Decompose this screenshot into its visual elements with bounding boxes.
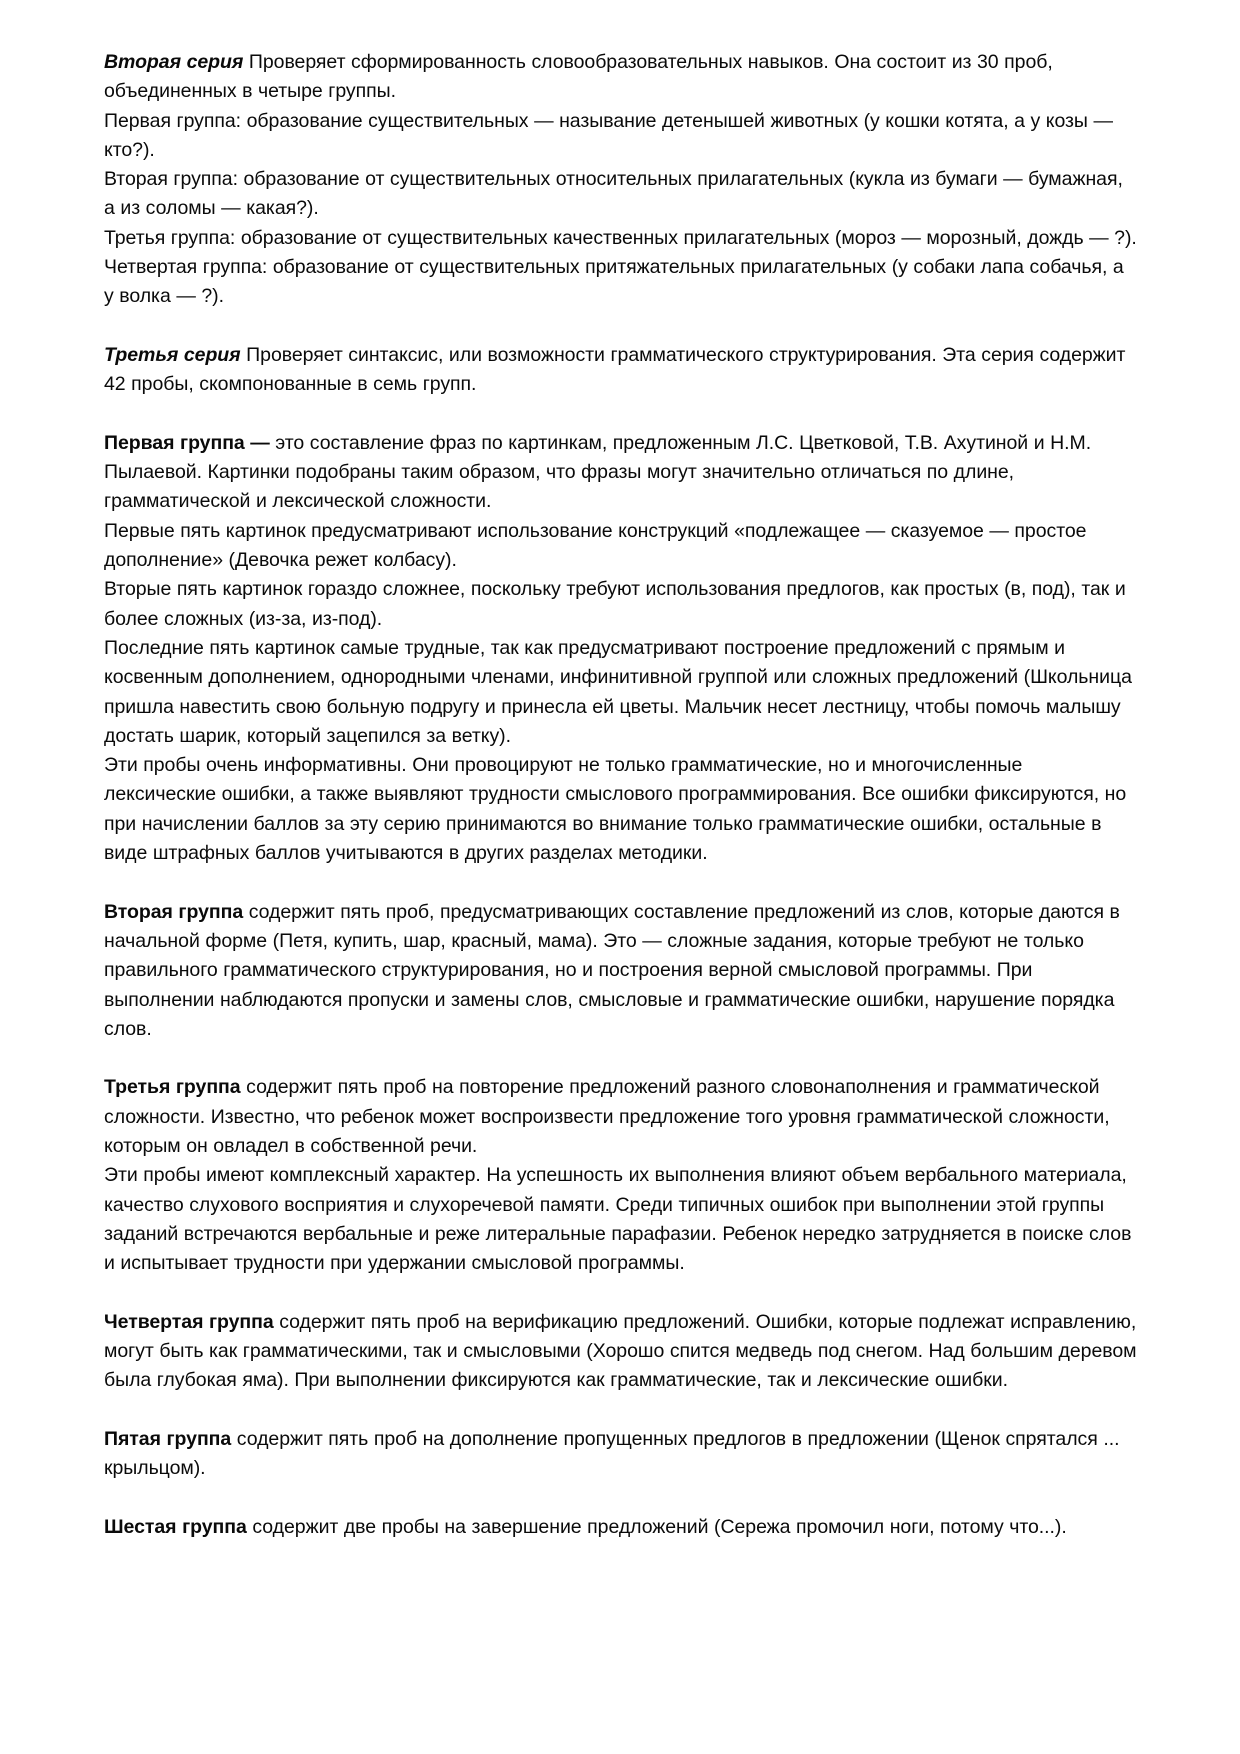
paragraph-body-vtoraya-gruppa-slovo: Вторая группа: образование от существительных относительных прилагательных (кукла из бумаги — бумажная, а из соломы — какая?).: [104, 168, 1123, 220]
paragraph-eti-proby-informativny: [104, 751, 1138, 868]
paragraph-body-poslednie-pyat: Последние пять картинок самые трудные, так как предусматривают построение предложений с прямым и косвенным дополнением, однородными членами, инфинитивной группой или сложных предложений (Школьница пришла навестить свою больную подругу и принесла ей цветы. Мальчик несет лестницу, чтобы помочь малышу достать шарик, который зацепился за ветку).: [104, 636, 1132, 747]
paragraph-vtoraya-gruppa-slovo: [104, 165, 1138, 224]
paragraph-tretya-gruppa: [104, 1073, 1138, 1161]
paragraph-lead-pervaya-gruppa: Первая группа —: [104, 431, 270, 454]
paragraph-body-vtoraya-seriya: Проверяет сформированность словообразовательных навыков. Она состоит из 30 проб, объединенных в четыре группы.: [104, 51, 1053, 103]
paragraph-body-tretya-gruppa-slovo: Третья группа: образование от существительных качественных прилагательных (мороз — морозный, дождь — ?).: [104, 226, 1137, 249]
paragraph-lead-tretya-gruppa: Третья группа: [104, 1076, 241, 1099]
paragraph-lead-vtoraya-seriya: Вторая серия: [104, 51, 244, 73]
paragraph-body-pervye-pyat: Первые пять картинок предусматривают использование конструкций «подлежащее — сказуемое — простое дополнение» (Девочка режет колбасу).: [104, 519, 1087, 572]
paragraph-spacer: [104, 1396, 1138, 1425]
paragraph-spacer: [104, 868, 1138, 897]
paragraph-tretya-seriya: [104, 341, 1138, 400]
document-text-column: [104, 48, 1138, 1542]
paragraph-spacer: [104, 312, 1138, 341]
paragraph-poslednie-pyat: [104, 634, 1138, 751]
paragraph-lead-tretya-seriya: Третья серия: [104, 343, 241, 366]
paragraph-chetvertaya-gruppa-slovo: [104, 253, 1138, 312]
paragraph-vtoraya-seriya: [104, 48, 1138, 107]
paragraph-pervye-pyat: [104, 517, 1138, 576]
paragraph-body-pervaya-gruppa-slovo: Первая группа: образование существительных — называние детенышей животных (у кошки котята, а у козы — кто?).: [104, 109, 1113, 161]
paragraph-spacer: [104, 1484, 1138, 1513]
paragraph-spacer: [104, 400, 1138, 429]
paragraph-spacer: [104, 1278, 1138, 1307]
paragraph-lead-pyataya-gruppa: Пятая группа: [104, 1427, 232, 1450]
paragraph-body-shestaya-gruppa: содержит две пробы на завершение предложений (Сережа промочил ноги, потому что...).: [246, 1515, 1067, 1538]
paragraph-tretya-gruppa-slovo: [104, 224, 1138, 253]
paragraph-pervaya-gruppa-slovo: [104, 107, 1138, 166]
paragraph-eti-proby-kompleksnyy: [104, 1161, 1138, 1278]
paragraph-body-vtoraya-gruppa: содержит пять проб, предусматривающих составление предложений из слов, которые даются в начальной форме (Петя, купить, шар, красный, мама). Это — сложные задания, которые требуют не только правильного грамматического структурирования, но и построения верной смысловой программы. При выполнении наблюдаются пропуски и замены слов, смысловые и грамматические ошибки, нарушение порядка слов.: [104, 900, 1120, 1040]
paragraph-chetvertaya-gruppa: [104, 1308, 1138, 1396]
paragraph-body-chetvertaya-gruppa: содержит пять проб на верификацию предложений. Ошибки, которые подлежат исправлению, могут быть как грамматическими, так и смысловыми (Хорошо спится медведь под снегом. Над большим деревом была глубокая яма). При выполнении фиксируются как грамматические, так и лексические ошибки.: [104, 1310, 1137, 1392]
paragraph-body-pervaya-gruppa: это составление фраз по картинкам, предложенным Л.С. Цветковой, Т.В. Ахутиной и Н.М. Пылаевой. Картинки подобраны таким образом, что фразы могут значительно отличаться по длине, грамматической и лексической сложности.: [104, 431, 1092, 513]
paragraph-body-eti-proby-kompleksnyy: Эти пробы имеют комплексный характер. На успешность их выполнения влияют объем вербального материала, качество слухового восприятия и слухоречевой памяти. Среди типичных ошибок при выполнении этой группы заданий встречаются вербальные и реже литеральные парафазии. Ребенок нередко затрудняется в поиске слов и испытывает трудности при удержании смысловой программы.: [104, 1164, 1132, 1275]
paragraph-body-tretya-seriya: Проверяет синтаксис, или возможности грамматического структурирования. Эта серия содержит 42 пробы, скомпонованные в семь групп.: [104, 343, 1126, 396]
paragraph-spacer: [104, 1044, 1138, 1073]
paragraph-lead-chetvertaya-gruppa: Четвертая группа: [104, 1310, 274, 1333]
paragraph-body-eti-proby-informativny: Эти пробы очень информативны. Они провоцируют не только грамматические, но и многочисленные лексические ошибки, а также выявляют трудности смыслового программирования. Все ошибки фиксируются, но при начислении баллов за эту серию принимаются во внимание только грамматические ошибки, остальные в виде штрафных баллов учитываются в других разделах методики.: [104, 754, 1127, 865]
paragraph-lead-vtoraya-gruppa: Вторая группа: [104, 900, 244, 923]
paragraph-lead-shestaya-gruppa: Шестая группа: [104, 1515, 247, 1538]
paragraph-vtoraya-gruppa: [104, 898, 1138, 1044]
paragraph-body-chetvertaya-gruppa-slovo: Четвертая группа: образование от существительных притяжательных прилагательных (у собаки лапа собачья, а у волка — ?).: [104, 256, 1124, 308]
paragraph-body-vtorye-pyat: Вторые пять картинок гораздо сложнее, поскольку требуют использования предлогов, как простых (в, под), так и более сложных (из-за, из-под).: [104, 578, 1126, 630]
paragraph-shestaya-gruppa: [104, 1513, 1138, 1542]
paragraph-pyataya-gruppa: [104, 1425, 1138, 1484]
paragraph-body-tretya-gruppa: содержит пять проб на повторение предложений разного словонаполнения и грамматической сложности. Известно, что ребенок может воспроизвести предложение того уровня грамматической сложности, которым он овладел в собственной речи.: [104, 1076, 1110, 1157]
paragraph-body-pyataya-gruppa: содержит пять проб на дополнение пропущенных предлогов в предложении (Щенок спрятался ... крыльцом).: [104, 1427, 1120, 1480]
paragraph-vtorye-pyat: [104, 575, 1138, 634]
paragraph-pervaya-gruppa: [104, 429, 1138, 517]
